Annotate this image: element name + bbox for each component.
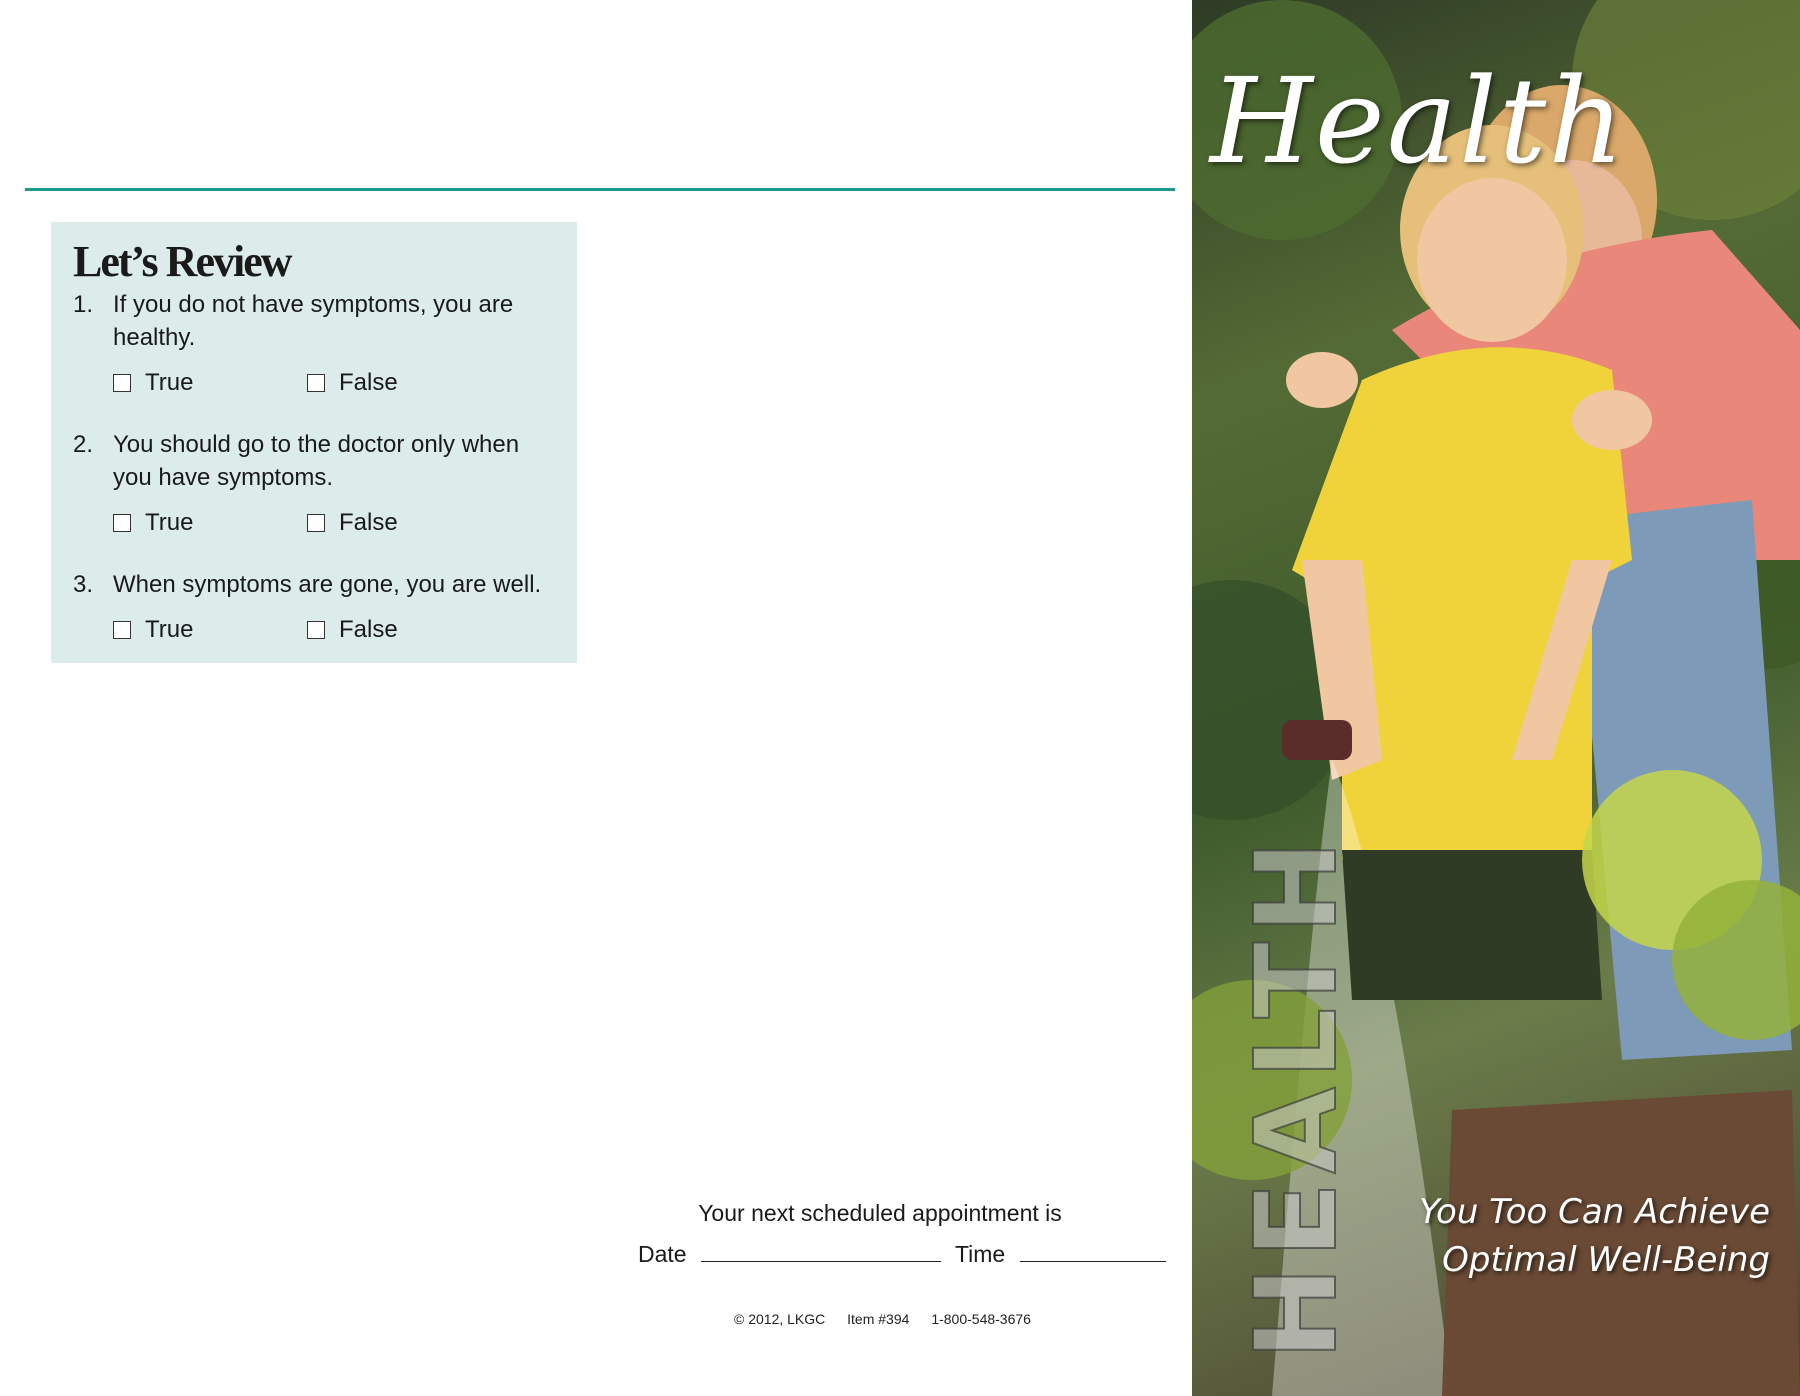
question-number: 2. [73, 431, 94, 458]
checkbox-icon[interactable] [307, 514, 325, 532]
q3-false-option[interactable] [307, 616, 398, 644]
checkbox-icon[interactable] [307, 374, 325, 392]
tagline-line-2: Optimal Well-Being [1442, 1240, 1770, 1280]
question-1-options [113, 369, 533, 399]
cover-vertical-title: HEALTH [1232, 832, 1362, 1360]
question-number: 3. [73, 571, 94, 598]
tagline-line-1: You Too Can Achieve [1418, 1192, 1770, 1232]
appointment-fields [638, 1241, 1174, 1268]
cover-photo-panel [1192, 0, 1800, 1396]
option-label: False [339, 369, 398, 396]
footer [734, 1311, 1049, 1327]
q1-false-option[interactable] [307, 369, 398, 397]
copyright-text: © 2012, LKGC [734, 1311, 826, 1327]
option-label: True [145, 616, 194, 643]
q3-true-option[interactable] [113, 616, 193, 644]
q2-true-option[interactable] [113, 509, 193, 537]
item-number: Item #394 [847, 1311, 910, 1327]
option-label: False [339, 616, 398, 643]
option-label: True [145, 369, 194, 396]
review-title: Let’s Review [73, 237, 291, 286]
cover-tagline [1419, 1188, 1770, 1284]
phone-number: 1-800-548-3676 [931, 1311, 1031, 1327]
question-3-options [113, 616, 533, 646]
checkbox-icon[interactable] [113, 374, 131, 392]
date-label: Date [638, 1241, 687, 1267]
checkbox-icon[interactable] [113, 621, 131, 639]
option-label: True [145, 509, 194, 536]
accent-divider [25, 188, 1175, 191]
question-2-options [113, 509, 533, 539]
appointment-heading: Your next scheduled appointment is [698, 1200, 1062, 1226]
time-label: Time [954, 1241, 1006, 1267]
question-text: You should go to the doctor only when you have symptoms. [113, 431, 520, 491]
option-label: False [339, 509, 398, 536]
question-number: 1. [73, 291, 94, 318]
time-blank[interactable] [1020, 1243, 1166, 1262]
cover-script-title: Health [1210, 52, 1627, 190]
q2-false-option[interactable] [307, 509, 398, 537]
q1-true-option[interactable] [113, 369, 193, 397]
checkbox-icon[interactable] [113, 514, 131, 532]
review-box [51, 222, 577, 663]
question-text: If you do not have symptoms, you are healthy. [113, 291, 514, 351]
checkbox-icon[interactable] [307, 621, 325, 639]
date-blank[interactable] [701, 1243, 941, 1262]
question-text: When symptoms are gone, you are well. [113, 571, 542, 598]
